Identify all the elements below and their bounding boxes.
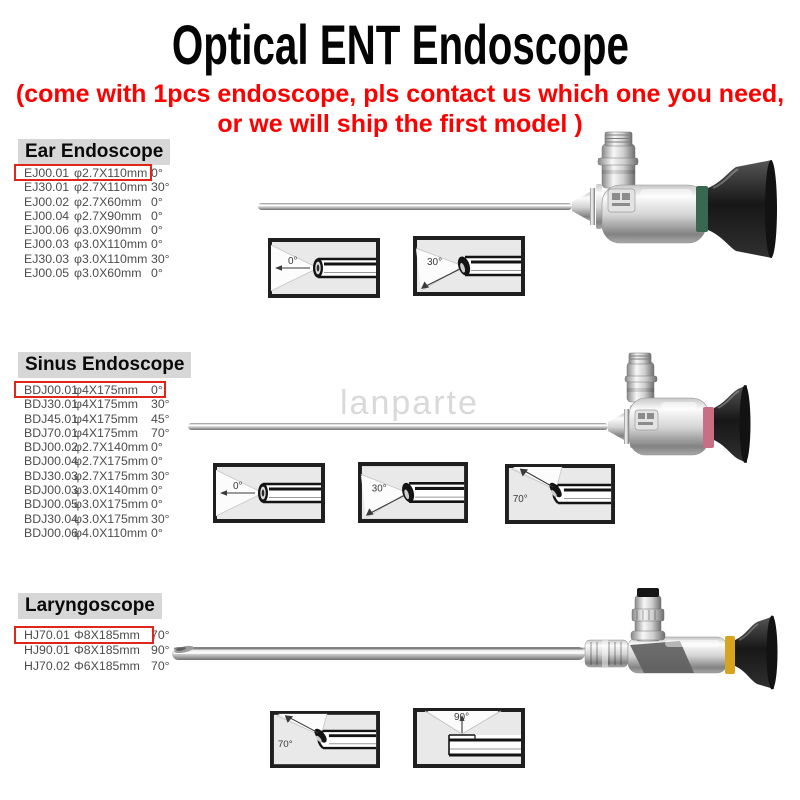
spec-row-EJ30.01: [20, 180, 192, 194]
ear-view-angle-inset-0°: [268, 238, 380, 298]
angle-cell: 0°: [151, 525, 163, 540]
laryngo-shaft: [172, 644, 585, 660]
spec-row-BDJ00.02: [20, 440, 192, 454]
spec-cell: φ3.0X90mm: [74, 223, 142, 238]
spec-row-BDJ00.04: [20, 454, 192, 468]
angle-cell: 30°: [151, 180, 170, 195]
sinus-logo-plate: [635, 410, 658, 430]
angle-cell: 0°: [151, 166, 163, 180]
model-cell: BDJ30.04: [24, 511, 79, 526]
spec-cell: φ2.7X175mm: [74, 454, 149, 469]
sinus-view-angle-inset-0°: [213, 463, 325, 523]
angle-cell: 30°: [151, 397, 170, 412]
spec-cell: φ3.0X175mm: [74, 511, 149, 526]
svg-text:70°: 70°: [512, 493, 528, 506]
page-title: Optical ENT Endoscope: [171, 13, 629, 76]
svg-text:90°: 90°: [454, 712, 470, 723]
svg-text:0°: 0°: [233, 481, 243, 492]
heading-ear-endoscope: Ear Endoscope: [18, 139, 170, 165]
model-cell: EJ00.01: [24, 166, 70, 180]
model-cell: EJ30.03: [24, 251, 70, 266]
spec-row-BDJ30.01: [20, 397, 192, 411]
model-cell: BDJ00.02: [24, 440, 79, 455]
spec-row-EJ30.03: [20, 252, 192, 266]
spec-cell: Φ8X185mm: [74, 643, 140, 658]
subtitle-line-2: or we will ship the first model ): [217, 110, 583, 138]
ear-eyepiece: [708, 160, 777, 258]
laryngo-knurled-collar: [585, 640, 628, 667]
laryngo-view-angle-inset-90°: [413, 708, 525, 768]
sinus-light-post: [625, 353, 657, 402]
model-cell: HJ70.01: [24, 628, 70, 642]
spec-cell: φ3.0X110mm: [74, 237, 148, 252]
model-cell: BDJ00.05: [24, 497, 79, 512]
angle-cell: 45°: [151, 411, 170, 426]
spec-cell: φ3.0X175mm: [74, 497, 149, 512]
heading-sinus-endoscope: Sinus Endoscope: [18, 352, 191, 378]
heading-laryngoscope: Laryngoscope: [18, 593, 162, 619]
ear-shaft: [258, 203, 572, 210]
highlighted-model-box-HJ70.01: [14, 626, 154, 644]
spec-row-EJ00.04: [20, 209, 192, 223]
spec-cell: φ3.0X110mm: [74, 251, 148, 266]
angle-cell: 30°: [151, 511, 170, 526]
angle-cell: 30°: [151, 251, 170, 266]
model-cell: EJ30.01: [24, 180, 70, 195]
angle-cell: 0°: [151, 483, 163, 498]
spec-cell: φ2.7X175mm: [74, 468, 149, 483]
model-cell: EJ00.05: [24, 266, 70, 281]
spec-cell: φ4X175mm: [74, 425, 139, 440]
spec-row-BDJ70.01: [20, 426, 192, 440]
angle-cell: 30°: [151, 468, 170, 483]
sinus-view-angle-inset-70°: [505, 464, 615, 524]
angle-cell: 70°: [151, 425, 170, 440]
laryngo-body: [628, 637, 727, 673]
model-cell: BDJ00.06: [24, 525, 79, 540]
spec-cell: φ3.0X140mm: [74, 483, 149, 498]
model-cell: EJ00.04: [24, 208, 70, 223]
svg-text:0°: 0°: [288, 256, 298, 267]
spec-cell: φ3.0X60mm: [74, 266, 142, 281]
model-cell: BDJ00.03: [24, 483, 79, 498]
spec-cell: φ2.7X110mm: [74, 166, 148, 180]
spec-cell: Φ6X185mm: [74, 658, 140, 673]
model-cell: EJ00.03: [24, 237, 70, 252]
svg-text:30°: 30°: [371, 483, 387, 495]
model-cell: BDJ45.01: [24, 411, 79, 426]
ear-color-ring: [696, 186, 708, 232]
spec-cell: φ4X175mm: [74, 397, 139, 412]
sinus-spec-table: [20, 383, 192, 540]
spec-cell: φ4X175mm: [74, 383, 139, 397]
spec-row-EJ00.05: [20, 266, 192, 280]
sinus-color-ring: [703, 407, 714, 448]
model-cell: BDJ00.01: [24, 383, 79, 397]
spec-row-BDJ45.01: [20, 412, 192, 426]
angle-cell: 90°: [151, 643, 170, 658]
sinus-endoscope-image: [183, 350, 758, 480]
laryngo-color-ring: [725, 636, 735, 674]
spec-cell: Φ8X185mm: [74, 628, 140, 642]
spec-row-BDJ00.05: [20, 497, 192, 511]
spec-cell: φ4.0X110mm: [74, 525, 148, 540]
laryngo-eyepiece: [735, 616, 778, 690]
spec-cell: φ2.7X110mm: [74, 180, 148, 195]
spec-cell: φ2.7X140mm: [74, 440, 149, 455]
model-cell: HJ90.01: [24, 643, 70, 658]
sinus-view-angle-inset-30°: [358, 462, 468, 523]
angle-cell: 0°: [151, 497, 163, 512]
highlighted-model-box-EJ00.01: [14, 164, 152, 181]
sinus-shaft: [188, 423, 608, 430]
model-cell: BDJ00.04: [24, 454, 79, 469]
svg-text:30°: 30°: [427, 257, 443, 268]
angle-cell: 0°: [151, 237, 163, 252]
ear-view-angle-inset-30°: [413, 236, 525, 296]
sinus-eyepiece: [714, 385, 751, 463]
ear-logo-plate: [608, 189, 635, 212]
angle-cell: 0°: [151, 223, 163, 238]
laryngo-light-post: [631, 588, 665, 641]
angle-cell: 70°: [151, 628, 170, 642]
angle-cell: 0°: [151, 383, 163, 397]
angle-cell: 70°: [151, 658, 170, 673]
angle-cell: 0°: [151, 194, 163, 209]
spec-cell: φ4X175mm: [74, 411, 139, 426]
ear-light-post: [598, 132, 638, 188]
angle-cell: 0°: [151, 440, 163, 455]
laryngo-view-angle-inset-70°: [270, 711, 380, 768]
spec-cell: φ2.7X90mm: [74, 208, 142, 223]
subtitle-line-1: (come with 1pcs endoscope, pls contact us which one you need,: [15, 80, 785, 108]
spec-row-BDJ00.03: [20, 483, 192, 497]
spec-row-BDJ30.03: [20, 469, 192, 483]
ear-spec-table: [20, 166, 192, 280]
model-cell: BDJ70.01: [24, 425, 79, 440]
watermark: lanparte: [340, 384, 479, 422]
angle-cell: 0°: [151, 454, 163, 469]
model-cell: EJ00.02: [24, 194, 70, 209]
spec-row-BDJ00.06: [20, 526, 192, 540]
laryngoscope-image: [160, 585, 790, 705]
angle-cell: 0°: [151, 208, 163, 223]
spec-cell: φ2.7X60mm: [74, 194, 142, 209]
model-cell: EJ00.06: [24, 223, 70, 238]
spec-row-EJ00.03: [20, 237, 192, 251]
model-cell: BDJ30.01: [24, 397, 79, 412]
model-cell: HJ70.02: [24, 658, 70, 673]
spec-row-EJ00.02: [20, 195, 192, 209]
highlighted-model-box-BDJ00.01: [14, 381, 166, 398]
spec-row-BDJ30.04: [20, 512, 192, 526]
svg-text:70°: 70°: [277, 739, 293, 751]
model-cell: BDJ30.03: [24, 468, 79, 483]
angle-cell: 0°: [151, 266, 163, 281]
spec-row-EJ00.06: [20, 223, 192, 237]
